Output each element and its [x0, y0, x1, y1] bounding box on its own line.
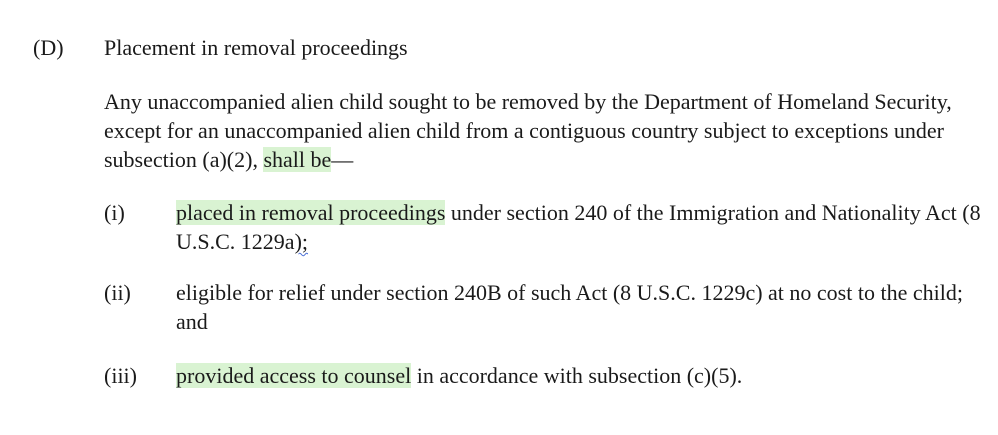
- list-item-text: [176, 278, 981, 336]
- item-body: eligible for relief under section 240B of such Act (8 U.S.C. 1229c) at no cost to the child; and: [176, 280, 963, 334]
- list-item-text: [176, 361, 981, 390]
- list-item-text: [176, 198, 981, 256]
- intro-text: Any unaccompanied alien child sought to be removed by the Department of Homeland Security, except for an unaccompanied alien child from a contiguous country subject to exceptions under subsection (a)(2),: [104, 89, 952, 172]
- intro-highlight: shall be: [263, 147, 332, 172]
- item-highlight: provided access to counsel: [176, 363, 412, 388]
- section-heading: Placement in removal proceedings: [104, 35, 408, 60]
- item-body: in accordance with subsection (c)(5).: [411, 363, 743, 388]
- list-item-label: (ii): [104, 280, 131, 305]
- list-item-label: (iii): [104, 363, 137, 388]
- grammar-flag[interactable]: );: [294, 229, 309, 254]
- list-item-label: (i): [104, 200, 125, 225]
- item-body: under section 240 of the Immigration and Nationality Act (8 U.S.C. 1229a: [176, 200, 981, 254]
- intro-paragraph: [104, 87, 984, 174]
- intro-dash: —: [331, 147, 354, 172]
- section-label: (D): [33, 35, 64, 60]
- item-highlight: placed in removal proceedings: [176, 200, 446, 225]
